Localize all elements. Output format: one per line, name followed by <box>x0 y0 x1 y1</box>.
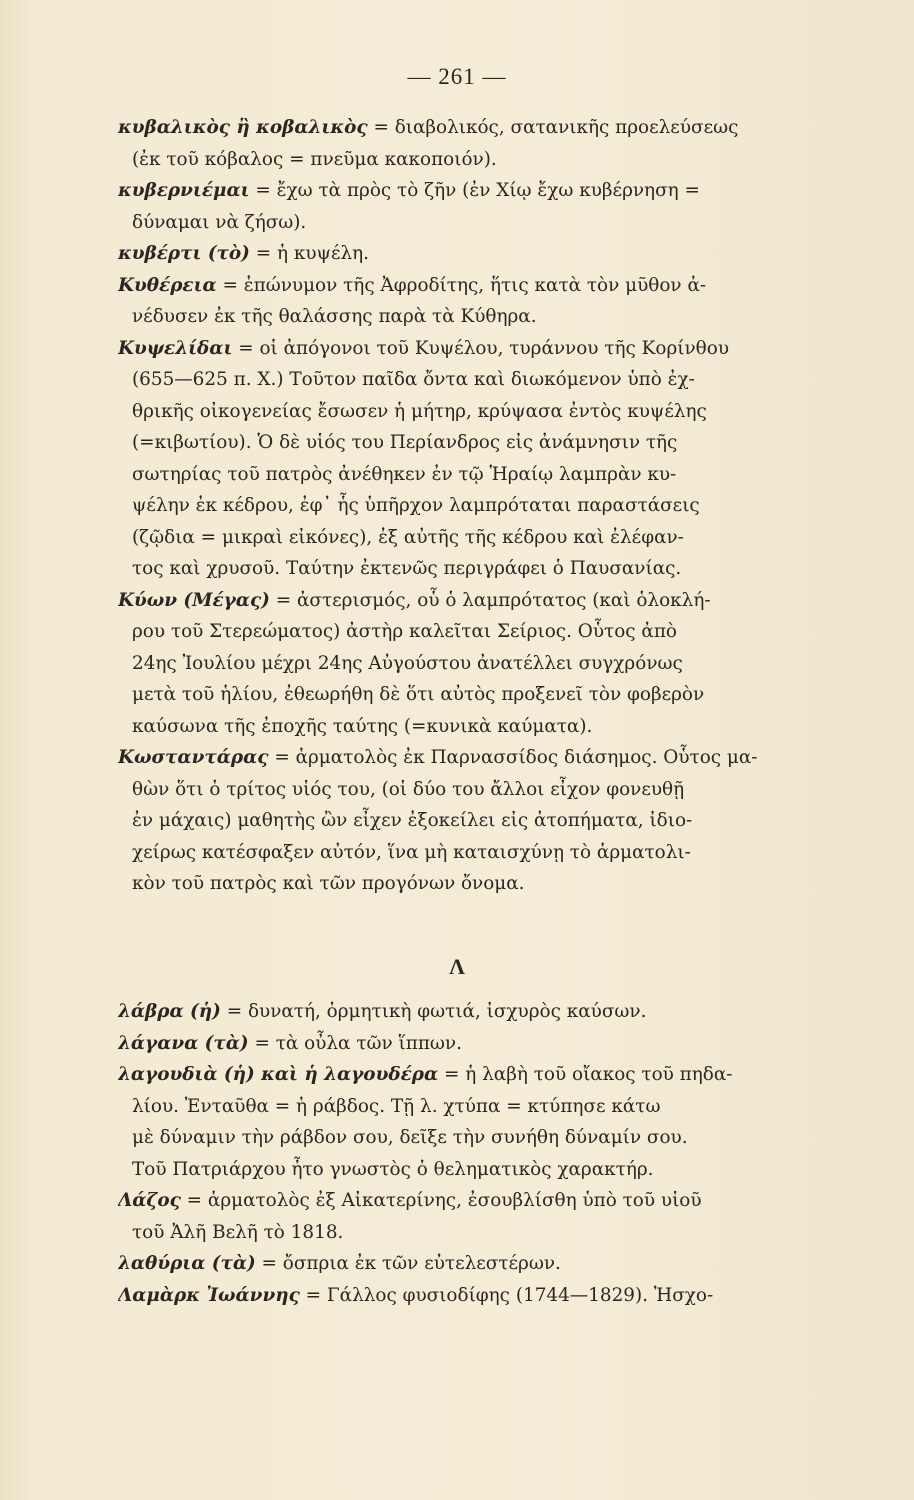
entry-text: σωτηρίας τοῦ πατρὸς ἀνέθηκεν ἐν τῷ Ἡραίῳ λαμπρὰν κυ- <box>132 463 677 485</box>
dictionary-entry <box>118 1028 790 1060</box>
entry-text: κὸν τοῦ πατρὸς καὶ τῶν προγόνων ὄνομα. <box>132 873 525 894</box>
entry-text: τος καὶ χρυσοῦ. Ταύτην ἐκτενῶς περιγράφει ὁ Παυσανίας. <box>132 558 682 579</box>
entry-headword: Λάζος <box>118 1190 181 1211</box>
dictionary-entry <box>118 270 790 333</box>
entry-text: (ἐκ τοῦ κόβαλος = πνεῦμα κακοποιόν). <box>132 148 497 170</box>
entry-text: = δυνατή, ὁρμητικὴ φωτιά, ἰσχυρὸς καύσων. <box>226 1001 647 1022</box>
entry-text: θρικῆς οἰκογενείας ἔσωσεν ἡ μήτηρ, κρύψασα ἐντὸς κυψέλης <box>132 400 707 422</box>
entries-k-section <box>118 112 790 900</box>
entry-text: τοῦ Ἀλῆ Βελῆ τὸ 1818. <box>132 1221 344 1243</box>
dictionary-entry <box>118 996 790 1028</box>
entry-text: = ἐπώνυμον τῆς Ἀφροδίτης, ἥτις κατὰ τὸν μῦθον ἀ- <box>222 274 707 296</box>
entry-headword: λάβρα (ἡ) <box>118 1001 221 1022</box>
entry-text: θὼν ὅτι ὁ τρίτος υἱός του, (οἱ δύο του ἄλλοι εἶχον φονευθῇ <box>132 778 685 800</box>
entry-headword: λαθύρια (τὰ) <box>118 1253 256 1274</box>
entry-text: = ἀστερισμός, οὗ ὁ λαμπρότατος (καὶ ὁλοκλή- <box>275 589 711 611</box>
dictionary-entry <box>118 112 790 175</box>
entry-text: χείρως κατέσφαξεν αὐτόν, ἵνα μὴ καταισχύνῃ τὸ ἁρματολι- <box>132 841 691 863</box>
entry-text: ἐν μάχαις) μαθητὴς ὢν εἶχεν ἐξοκείλει εἰς ἀτοπήματα, ἰδιο- <box>132 810 693 831</box>
section-letter: Λ <box>449 954 465 979</box>
page-number: — 261 — <box>407 64 507 89</box>
entry-text: = διαβολικός, σατανικῆς προελεύσεως <box>373 117 739 138</box>
entry-text: (=κιβωτίου). Ὁ δὲ υἱός του Περίανδρος εἰς ἀνάμνησιν τῆς <box>132 432 678 453</box>
entry-text: δύναμαι νὰ ζήσω). <box>132 211 307 233</box>
entry-text: (ζῷδια = μικραὶ εἰκόνες), ἐξ αὐτῆς τῆς κέδρου καὶ ἐλέφαν- <box>132 526 684 548</box>
entry-text: = οἱ ἀπόγονοι τοῦ Κυψέλου, τυράννου τῆς Κορίνθου <box>238 337 730 359</box>
entry-text: μὲ δύναμιν τὴν ράβδον σου, δεῖξε τὴν συνήθη δύναμίν σου. <box>132 1127 688 1148</box>
entry-text: λίου. Ἐνταῦθα = ἡ ράβδος. Τῇ λ. χτύπα = κτύπησε κάτω <box>132 1095 661 1117</box>
entry-text: = Γάλλος φυσιοδίφης (1744—1829). Ἠσχο- <box>305 1284 714 1306</box>
entry-text: = ἔχω τὰ πρὸς τὸ ζῆν (ἐν Χίῳ ἔχω κυβέρνηση = <box>255 180 700 201</box>
entry-text: = ἡ λαβὴ τοῦ οἴακος τοῦ πηδα- <box>444 1064 733 1085</box>
dictionary-entry <box>118 238 790 270</box>
dictionary-entry <box>118 1248 790 1280</box>
entry-headword: Κωσταντάρας <box>118 747 269 768</box>
entry-headword: Κύων (Μέγας) <box>118 589 270 611</box>
entry-text: = τὰ οὖλα τῶν ἵππων. <box>254 1032 462 1054</box>
entry-text: νέδυσεν ἐκ τῆς θαλάσσης παρὰ τὰ Κύθηρα. <box>132 306 537 327</box>
entry-headword: Κυθέρεια <box>118 274 217 296</box>
entry-headword: Λαμὰρκ Ἰωάννης <box>118 1284 300 1306</box>
entry-headword: Κυψελίδαι <box>118 337 233 359</box>
dictionary-entry <box>118 333 790 585</box>
entry-headword: λαγουδιὰ (ἡ) καὶ ἡ λαγουδέρα <box>118 1064 439 1085</box>
entry-text: = ἁρματολὸς ἐξ Αἰκατερίνης, ἐσουβλίσθη ὑπὸ τοῦ υἱοῦ <box>186 1190 702 1211</box>
entries-l-section <box>118 996 790 1311</box>
entry-text: (655—625 π. Χ.) Τοῦτον παῖδα ὄντα καὶ διωκόμενον ὑπὸ ἐχ- <box>132 369 695 390</box>
entry-text: 24ης Ἰουλίου μέχρι 24ης Αὐγούστου ἀνατέλλει συγχρόνως <box>132 652 683 674</box>
entry-headword: κυβερνιέμαι <box>118 180 250 201</box>
entry-text: Τοῦ Πατριάρχου ἦτο γνωστὸς ὁ θεληματικὸς χαρακτήρ. <box>132 1158 654 1180</box>
entry-text: ψέλην ἐκ κέδρου, ἐφ᾽ ἧς ὑπῆρχον λαμπρόταται παραστάσεις <box>132 495 700 516</box>
dictionary-entry <box>118 1185 790 1248</box>
entry-text: ρου τοῦ Στερεώματος) ἀστὴρ καλεῖται Σείριος. Οὗτος ἀπὸ <box>132 621 677 642</box>
entry-text: καύσωνα τῆς ἐποχῆς ταύτης (=κυνικὰ καύματα). <box>132 715 593 737</box>
dictionary-entry <box>118 742 790 900</box>
dictionary-entry <box>118 1280 790 1312</box>
entry-text: = ὄσπρια ἐκ τῶν εὐτελεστέρων. <box>261 1253 561 1274</box>
entry-headword: κυβαλικὸς ἢ κοβαλικὸς <box>118 117 368 138</box>
entry-text: = ἡ κυψέλη. <box>255 243 370 264</box>
entry-headword: κυβέρτι (τὸ) <box>118 243 250 264</box>
dictionary-entry <box>118 175 790 238</box>
entry-text: = ἁρματολὸς ἐκ Παρνασσίδος διάσημος. Οὗτος μα- <box>274 747 758 768</box>
entry-text: μετὰ τοῦ ἡλίου, ἐθεωρήθη δὲ ὅτι αὐτὸς προξενεῖ τὸν φοβερὸν <box>132 684 705 705</box>
entry-headword: λάγανα (τὰ) <box>118 1032 249 1054</box>
dictionary-entry <box>118 1059 790 1185</box>
dictionary-entry <box>118 585 790 743</box>
